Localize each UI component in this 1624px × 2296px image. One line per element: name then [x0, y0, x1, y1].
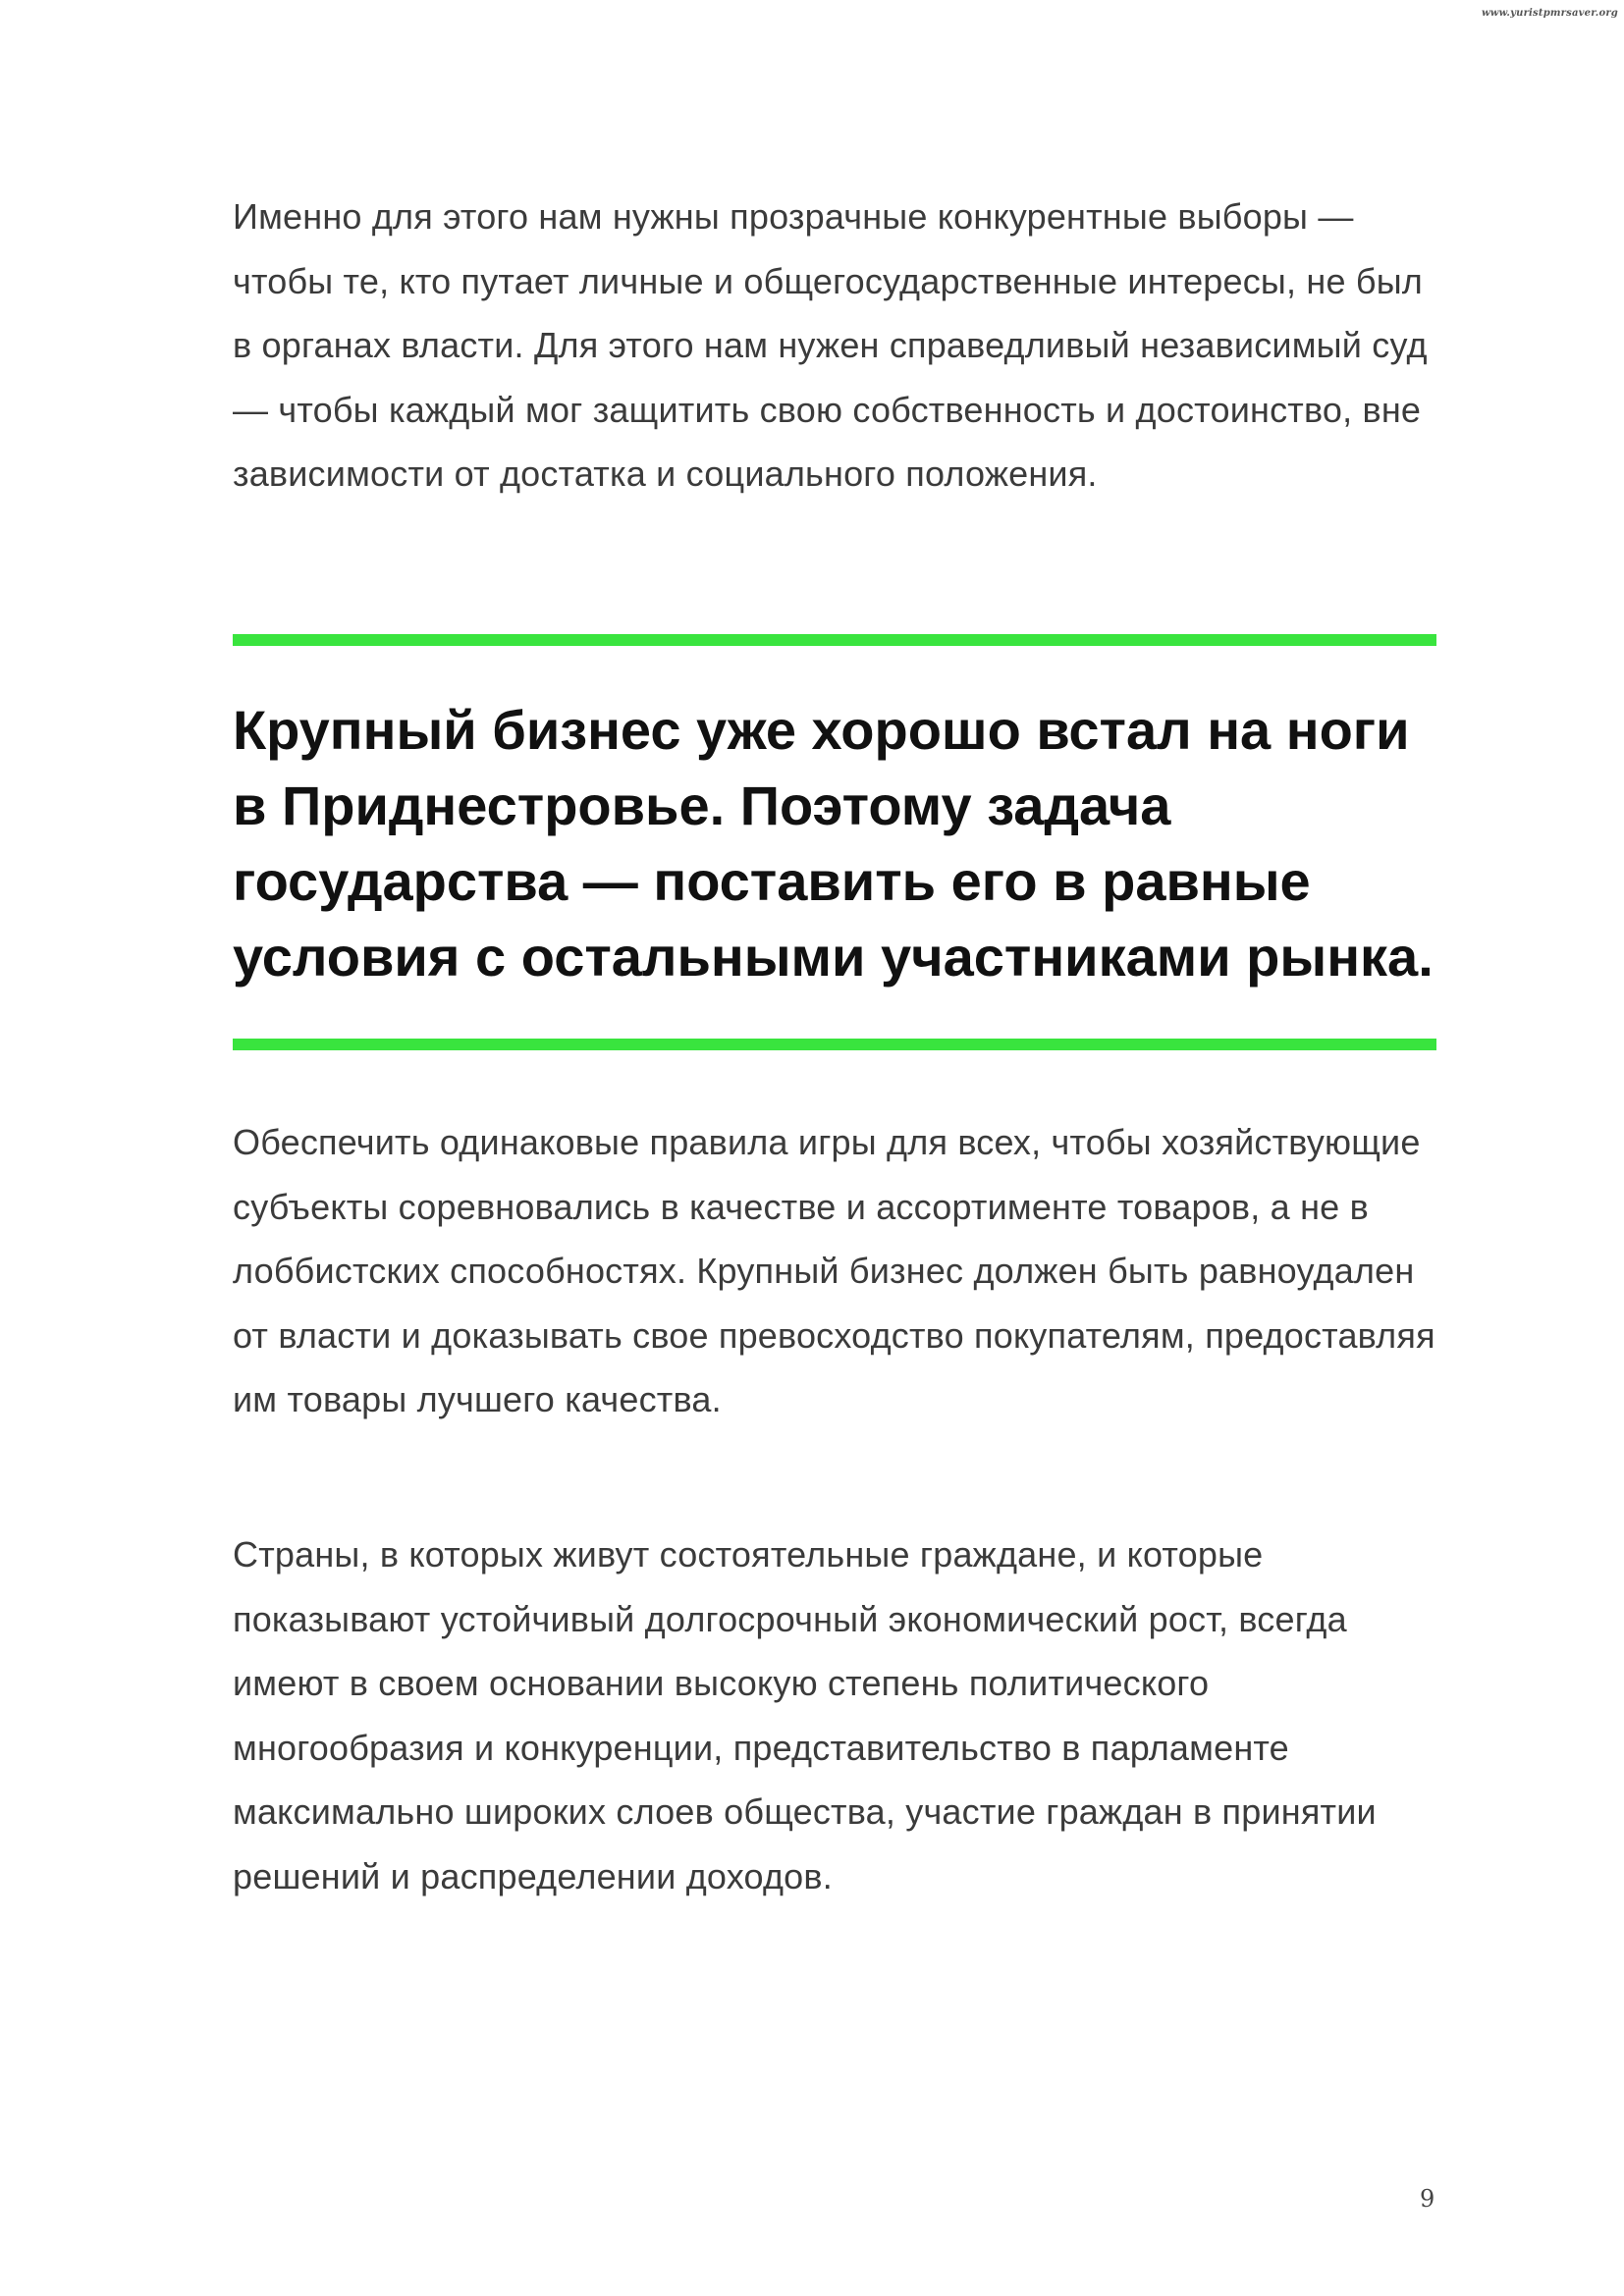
- pull-quote-heading: Крупный бизнес уже хорошо встал на ноги в Приднестровье. Поэтому задача государства — поставить его в равные условия с остальными участниками рынка.: [233, 699, 1434, 988]
- watermark-text: www.yuristpmrsaver.org: [1482, 8, 1618, 19]
- body-paragraph-1: Именно для этого нам нужны прозрачные конкурентные выборы — чтобы те, кто путает личные и общегосударственные интересы, не был в органах власти. Для этого нам нужен справедливый независимый суд — чтобы каждый мог защитить свою собственность и достоинство, вне зависимости от достатка и социального положения.: [233, 196, 1428, 494]
- page-number: 9: [1420, 2185, 1435, 2213]
- accent-divider-top: [233, 634, 1436, 646]
- accent-divider-bottom: [233, 1039, 1436, 1050]
- body-paragraph-2: Обеспечить одинаковые правила игры для всех, чтобы хозяйствующие субъекты соревновались в качестве и ассортименте товаров, а не в лоббистских способностях. Крупный бизнес должен быть равноудален от власти и доказывать свое превосходство покупателям, предоставляя им товары лучшего качества.: [233, 1122, 1435, 1419]
- body-paragraph-3: Страны, в которых живут состоятельные граждане, и которые показывают устойчивый долгосрочный экономический рост, всегда имеют в своем основании высокую степень политического многообразия и конкуренции, представительство в парламенте максимально широких слоев общества, участие граждан в принятии решений и распределении доходов.: [233, 1534, 1377, 1896]
